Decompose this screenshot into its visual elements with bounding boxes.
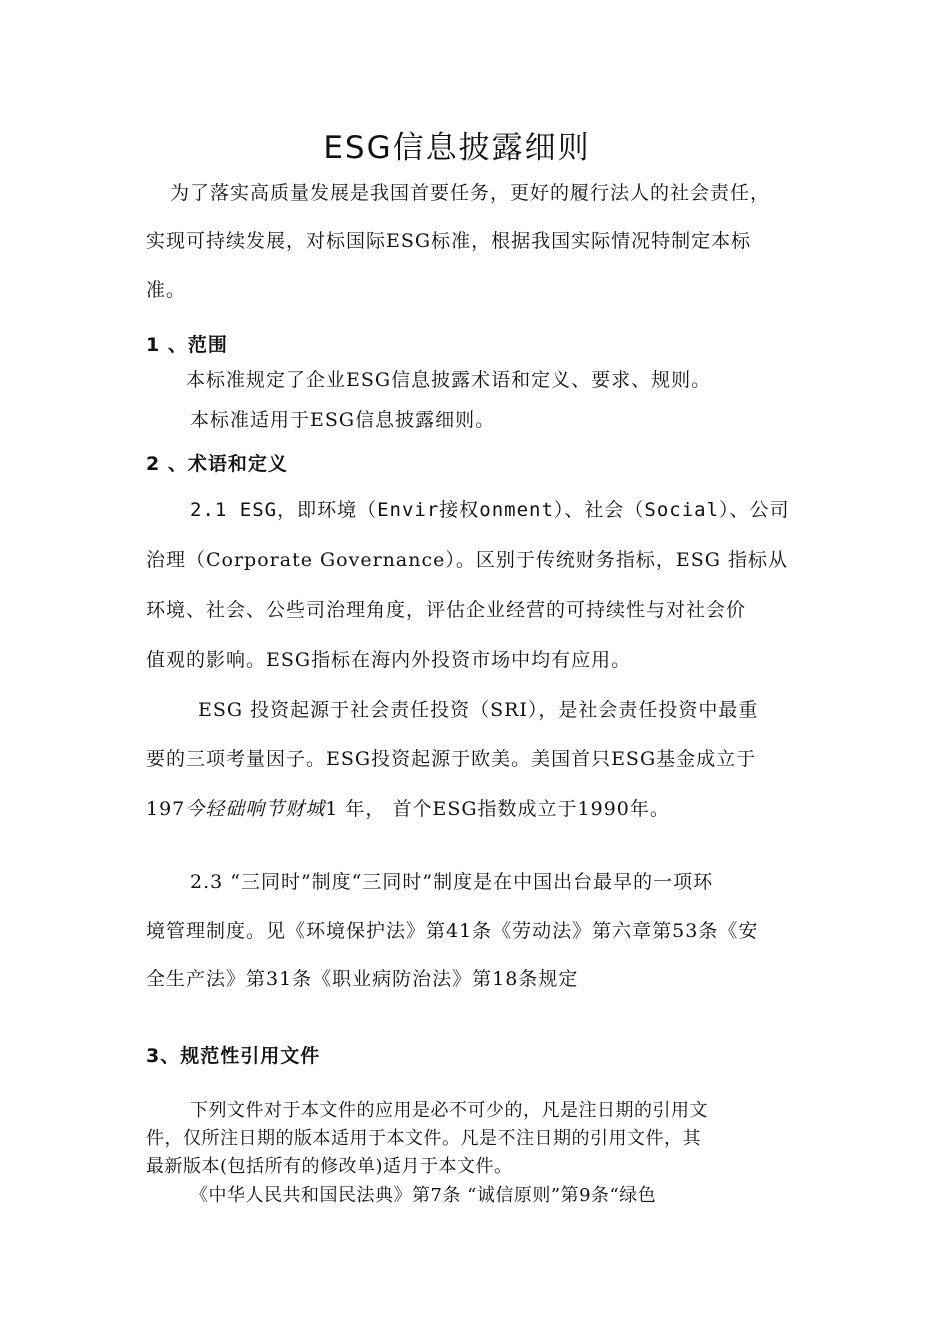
para-invest-italic: 今轻础响节财城 <box>185 798 326 820</box>
intro-line-2: 实现可持续发展，对标国际ESG标准，根据我国实际情况特制定本标 <box>146 230 752 252</box>
para-invest-start: 197 <box>146 798 186 820</box>
para-invest-line-1: ESG 投资起源于社会责任投资（SRI），是社会责任投资中最重 <box>198 699 759 721</box>
section-3-line-1: 下列文件对于本文件的应用是必不可少的，凡是注日期的引用文 <box>190 1100 708 1121</box>
section-3-line-4: 《中华人民共和国民法典》第7条 “诚信原则”第9条“绿色 <box>190 1185 657 1206</box>
para-invest-line-3 <box>146 796 670 822</box>
para-2-1-line-2: 治理（Corporate Governance）。区别于传统财务指标，ESG 指标从 <box>146 549 788 571</box>
section-3-line-3: 最新版本(包括所有的修改单)适月于本文件。 <box>146 1156 513 1177</box>
section-3-line-2: 件，仅所注日期的版本适用于本文件。凡是不注日期的引用文件，其 <box>146 1128 701 1149</box>
para-2-1-line-1: 2.1 ESG，即环境（Envir接权onment）、社会（Social）、公司 <box>190 499 790 521</box>
para-2-3-line-3: 全生产法》第31条《职业病防治法》第18条规定 <box>146 968 579 990</box>
para-2-3-line-1: 2.3 “三同时”制度“三同时”制度是在中国出台最早的一项环 <box>190 871 714 893</box>
para-2-1-line-3: 环境、社会、公些司治理角度，评估企业经营的可持续性与对社会价 <box>146 599 747 621</box>
para-invest-end: 1 年， 首个ESG指数成立于1990年。 <box>325 798 670 820</box>
para-invest-line-2: 要的三项考量因子。ESG投资起源于欧美。美国首只ESG基金成立于 <box>146 748 757 770</box>
section-2-heading: 2 、术语和定义 <box>146 453 288 475</box>
para-2-1-line-4: 值观的影响。ESG指标在海内外投资市场中均有应用。 <box>146 649 632 671</box>
section-1-line-2: 本标准适用于ESG信息披露细则。 <box>190 409 496 431</box>
section-3-heading: 3、规范性引用文件 <box>146 1045 321 1067</box>
intro-line-1: 为了落实高质量发展是我国首要任务，更好的履行法人的社会责任， <box>170 182 771 204</box>
section-1-line-1: 本标准规定了企业ESG信息披露术语和定义、要求、规则。 <box>186 369 712 391</box>
para-2-3-line-2: 境管理制度。见《环境保护法》第41条《劳动法》第六章第53条《安 <box>146 920 759 942</box>
section-1-heading: 1 、范围 <box>146 334 228 356</box>
document-title: ESG信息披露细则 <box>323 130 591 166</box>
intro-line-3: 准。 <box>146 279 187 301</box>
